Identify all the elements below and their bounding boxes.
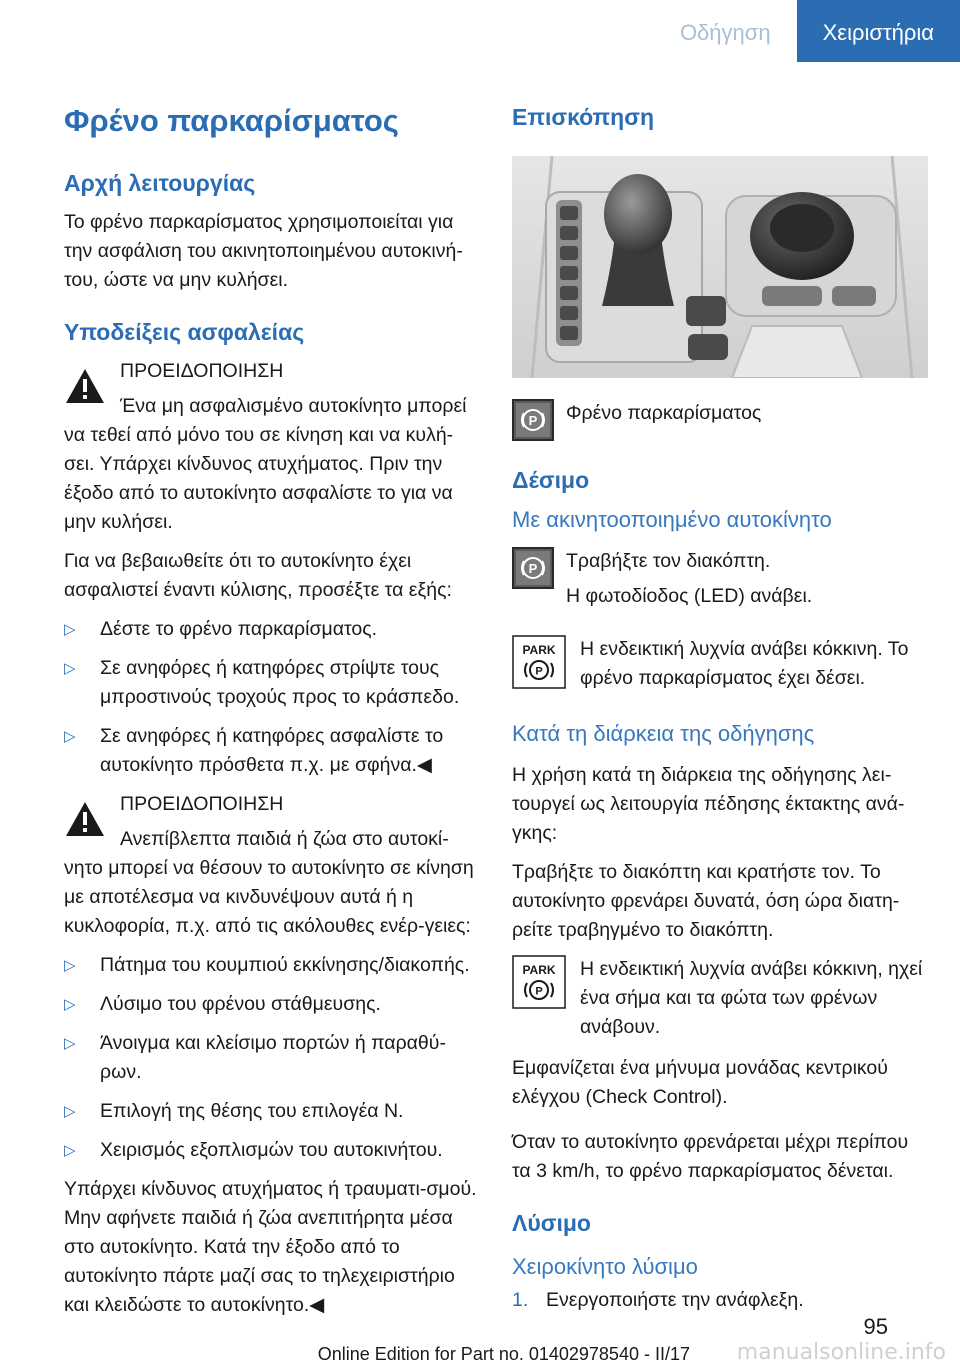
apply-heading: Δέσιμο — [512, 467, 590, 493]
driving-text-1: Η χρήση κατά τη διάρκεια της οδήγησης λει-τουργεί ως λειτουργία πέδησης έκτακτης ανά-γκης: — [512, 764, 905, 844]
stationary-heading: Με ακινητοοποιημένο αυτοκίνητο — [512, 507, 832, 532]
park-indicator-icon — [512, 635, 566, 689]
park-indicator-icon — [512, 955, 566, 1009]
driving-text-2: Τραβήξτε το διακόπτη και κρατήστε τον. Το αυτοκίνητο φρενάρει δυνατά, όση ώρα διατη-ρείτε τραβηγμένο το διακόπτη. — [512, 861, 900, 941]
overview-heading: Επισκόπηση — [512, 104, 654, 130]
button-caption-row — [512, 399, 928, 441]
stationary-step-1: Τραβήξτε τον διακόπτη. — [566, 550, 771, 572]
manual-release-heading: Χειροκίνητο λύσιμο — [512, 1254, 698, 1279]
warning-list-2 — [64, 951, 480, 1165]
list-item: ▷ Σε ανηφόρες ή κατηφόρες ασφαλίστε το αυτοκίνητο πρόσθετα π.χ. με σφήνα.◀ — [64, 722, 480, 780]
park-icon-label: PARK — [522, 643, 556, 657]
tab-controls[interactable]: Χειριστήρια — [797, 0, 960, 62]
warning-title: ΠΡΟΕΙΔΟΠΟΙΗΣΗ — [120, 793, 284, 815]
warning-text: Ένα μη ασφαλισμένο αυτοκίνητο μπορεί να τεθεί από μόνο του σε κίνηση και να κυλή-σει. Υπάρχει κίνδυνος ατυχήματος. Πριν την έξοδο από το αυτοκίνητο ασφαλίστε το για να μην κυλήσει. — [64, 395, 467, 533]
safety-heading: Υποδείξεις ασφαλείας — [64, 319, 305, 345]
list-item: ▷ Λύσιμο του φρένου στάθμευσης. — [64, 990, 480, 1019]
warning-title: ΠΡΟΕΙΔΟΠΟΙΗΣΗ — [120, 360, 284, 382]
park-icon-label: PARK — [522, 963, 556, 977]
closing-warning-text: Υπάρχει κίνδυνος ατυχήματος ή τραυματι-σμού. Μην αφήνετε παιδιά ή ζώα ανεπιτήρητα μέσα στο αυτοκίνητο. Κατά την έξοδο από το αυτοκίνητο πάρτε μαζί σας το τηλεχειριστήριο και κλειδώστε το αυτοκίνητο.◀ — [64, 1178, 477, 1316]
warning-triangle-icon — [64, 367, 106, 405]
park-indicator-text-1: Η ενδεικτική λυχνία ανάβει κόκκινη. Το φρένο παρκαρίσματος έχει δέσει. — [580, 638, 909, 689]
step-number: 1. — [512, 1289, 529, 1311]
page-title: Φρένο παρκαρίσματος — [64, 103, 399, 138]
park-indicator-row-1 — [512, 635, 928, 699]
auto-apply-text: Όταν το αυτοκίνητο φρενάρεται μέχρι περίπου τα 3 km/h, το φρένο παρκαρίσματος δένεται. — [512, 1131, 909, 1182]
principle-heading: Αρχή λειτουργίας — [64, 170, 256, 196]
edition-text: Online Edition for Part no. 01402978540 - II/17 — [317, 1344, 690, 1364]
warning-triangle-icon — [64, 800, 106, 838]
warning-intro: Για να βεβαιωθείτε ότι το αυτοκίνητο έχει ασφαλιστεί έναντι κύλισης, προσέξτε τα εξής: — [64, 550, 452, 601]
svg-text:P: P — [535, 985, 543, 998]
warning-list-1 — [64, 615, 480, 780]
list-item: ▷ Επιλογή της θέσης του επιλογέα N. — [64, 1097, 480, 1126]
step-text: Ενεργοποιήστε την ανάφλεξη. — [546, 1289, 804, 1311]
driving-heading: Κατά τη διάρκεια της οδήγησης — [512, 721, 815, 746]
parking-brake-button-icon — [512, 399, 554, 441]
page-number: 95 — [863, 1314, 888, 1339]
check-control-text: Εμφανίζεται ένα μήνυμα μονάδας κεντρικού ελέγχου (Check Control). — [512, 1057, 888, 1108]
svg-text:P: P — [535, 665, 543, 678]
svg-text:P: P — [528, 561, 538, 576]
list-item: ▷ Άνοιγμα και κλείσιμο πορτών ή παραθύ-ρων. — [64, 1029, 480, 1087]
chapter-tabs — [654, 0, 960, 62]
page-footer — [0, 1300, 960, 1365]
list-item: ▷ Σε ανηφόρες ή κατηφόρες στρίψτε τους μπροστινούς τροχούς προς το κράσπεδο. — [64, 654, 480, 712]
warning-block-2 — [64, 790, 480, 941]
warning-block-1 — [64, 357, 480, 537]
right-column — [512, 92, 928, 1315]
park-indicator-text-2: Η ενδεικτική λυχνία ανάβει κόκκινη, ηχεί ένα σήμα και τα φώτα των φρένων ανάβουν. — [580, 958, 923, 1038]
list-item: ▷ Πάτημα του κουμπιού εκκίνησης/διακοπής. — [64, 951, 480, 980]
warning-text: Ανεπίβλεπτα παιδιά ή ζώα στο αυτοκί-νητο μπορεί να θέσουν το αυτοκίνητο σε κίνηση με αποτέλεσμα να κινδυνέψουν αυτά ή η κυκλοφορία, π.χ. από τις ακόλουθες ενέρ-γειες: — [64, 828, 474, 937]
parking-brake-button-icon — [512, 547, 554, 589]
park-indicator-row-2 — [512, 955, 928, 1048]
release-heading: Λύσιμο — [512, 1210, 591, 1236]
svg-text:P: P — [528, 413, 538, 428]
stationary-step-2: Η φωτοδίοδος (LED) ανάβει. — [566, 585, 813, 607]
center-console-photo — [512, 156, 928, 378]
list-item: ▷ Δέστε το φρένο παρκαρίσματος. — [64, 615, 480, 644]
button-caption: Φρένο παρκαρίσματος — [566, 402, 762, 424]
tab-driving[interactable]: Οδήγηση — [654, 0, 797, 62]
left-column — [64, 92, 480, 1330]
stationary-step-row — [512, 547, 928, 617]
watermark: manualsonline.info — [736, 1340, 946, 1365]
list-item: ▷ Χειρισμός εξοπλισμών του αυτοκινήτου. — [64, 1136, 480, 1165]
principle-text: Το φρένο παρκαρίσματος χρησιμοποιείται για την ασφάλιση του ακινητοποιημένου αυτοκινή-του, ώστε να μην κυλήσει. — [64, 211, 463, 291]
